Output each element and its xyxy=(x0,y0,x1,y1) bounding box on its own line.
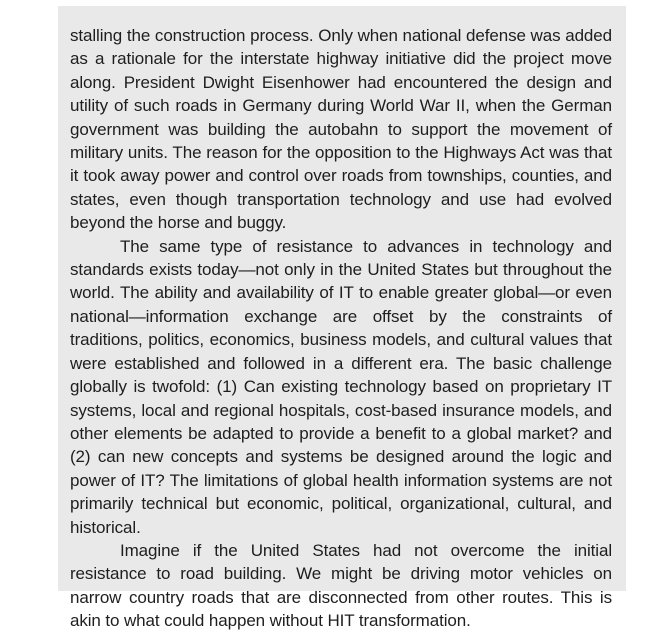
body-text xyxy=(70,24,612,633)
document-page xyxy=(58,6,626,631)
paragraph-3: Imagine if the United States had not overcome the initial resistance to road building. We might be driving motor vehicles on narrow country roads that are disconnected from other routes. This is akin to what could happen without HIT transformation. xyxy=(70,540,612,631)
paragraph-2: The same type of resistance to advances in technology and standards exists today—not only in the United States but throughout the world. The ability and availability of IT to enable greater global—or even national—information exchange are offset by the constraints of traditions, politics, economics, business models, and cultural values that were established and followed in a different era. The basic challenge globally is twofold: (1) Can existing technology based on proprietary IT systems, local and regional hospitals, cost-based insurance models, and other elements be adapted to provide a benefit to a global market? and (2) can new concepts and systems be designed around the logic and power of IT? The limitations of global health information systems are not primarily technical but economic, political, organizational, cultural, and historical. xyxy=(70,236,612,537)
paragraph-1: stalling the construction process. Only when national defense was added as a rationale for the interstate highway initiative did the project move along. President Dwight Eisenhower had encountered the design and utility of such roads in Germany during World War II, when the German government was building the autobahn to support the movement of military units. The reason for the opposition to the Highways Act was that it took away power and control over roads from townships, counties, and states, even though transportation technology and use had evolved beyond the horse and buggy. xyxy=(70,26,612,233)
